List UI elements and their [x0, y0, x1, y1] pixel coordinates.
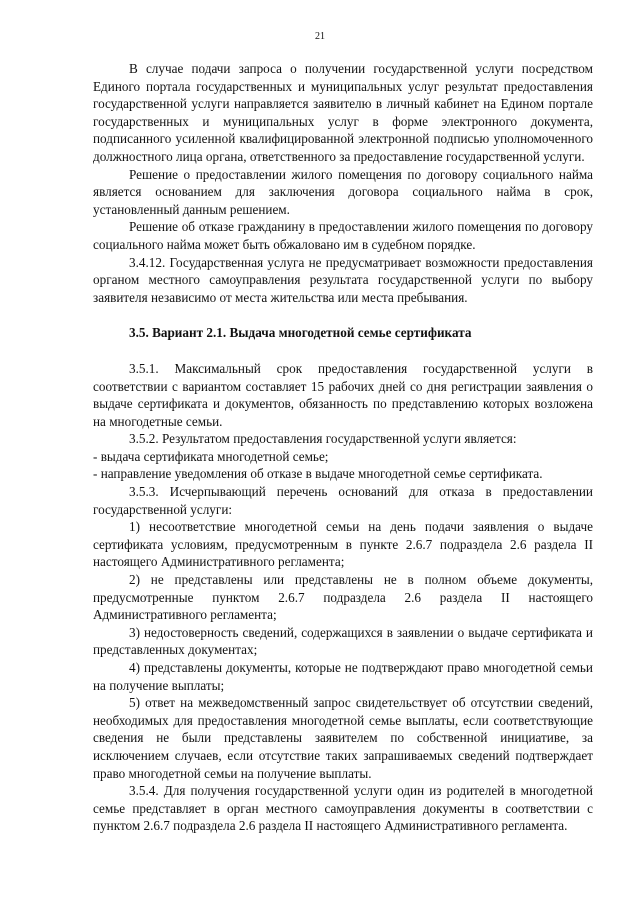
paragraph: 5) ответ на межведомственный запрос свидетельствует об отсутствии сведений, необходимых для предоставления многодетной семье выплаты, если соответствующие сведения не были представлены заявителем по собственной инициативе, за исключением случаев, если отсутствие таких запрашиваемых сведений подтверждает право многодетной семьи на получение выплаты. [93, 695, 593, 781]
section-heading: 3.5. Вариант 2.1. Выдача многодетной семье сертификата [129, 325, 472, 341]
paragraph: Решение об отказе гражданину в предоставлении жилого помещения по договору социального найма может быть обжаловано им в судебном порядке. [93, 219, 593, 252]
paragraph: 4) представлены документы, которые не подтверждают право многодетной семьи на получение выплаты; [93, 660, 593, 693]
paragraph: 3.5.1. Максимальный срок предоставления государственной услуги в соответствии с вариантом составляет 15 рабочих дней со дня регистрации заявления о выдаче сертификата и документов, обязанность по представлению которых возложена на многодетные семьи. [93, 360, 593, 429]
paragraph: 3.5.4. Для получения государственной услуги один из родителей в многодетной семье представляет в орган местного самоуправления документы в соответствии с пунктом 2.6.7 подраздела 2.6 раздела II настоящего Административного регламента. [93, 783, 593, 834]
paragraph: В случае подачи запроса о получении государственной услуги посредством Единого портала государственных и муниципальных услуг результат предоставления государственной услуги направляется заявителю в личный кабинет на Едином портале государственных и муниципальных услуг в форме электронного документа, подписанного усиленной квалифицированной электронной подписью уполномоченного должностного лица органа, ответственного за предоставление государственной услуги. [93, 61, 593, 164]
page-number: 21 [315, 31, 325, 42]
paragraph: - направление уведомления об отказе в выдаче многодетной семье сертификата. [93, 466, 543, 482]
paragraph: 3.5.2. Результатом предоставления государственной услуги является: [129, 431, 517, 447]
paragraph: 3.4.12. Государственная услуга не предусматривает возможности предоставления органом местного самоуправления результата государственной услуги по выбору заявителя независимо от места жительства или места пребывания. [93, 254, 593, 305]
paragraph: Решение о предоставлении жилого помещения по договору социального найма является основанием для заключения договора социального найма в срок, установленный данным решением. [93, 166, 593, 217]
paragraphs-before-heading [93, 60, 593, 306]
document-body [93, 60, 593, 835]
paragraphs-after-heading [93, 360, 593, 835]
paragraph: 3) недостоверность сведений, содержащихся в заявлении о выдаче сертификата и представленных документах; [93, 624, 593, 658]
paragraph: 3.5.3. Исчерпывающий перечень оснований для отказа в предоставлении государственной услуги: [93, 484, 593, 517]
paragraph: 1) несоответствие многодетной семьи на день подачи заявления о выдаче сертификата условиям, предусмотренным в пункте 2.6.7 подраздела 2.6 раздела II настоящего Административного регламента; [93, 519, 593, 570]
paragraph: 2) не представлены или представлены не в полном объеме документы, предусмотренные пунктом 2.6.7 подраздела 2.6 раздела II настоящего Административного регламента; [93, 572, 593, 623]
paragraph: - выдача сертификата многодетной семье; [93, 448, 329, 464]
